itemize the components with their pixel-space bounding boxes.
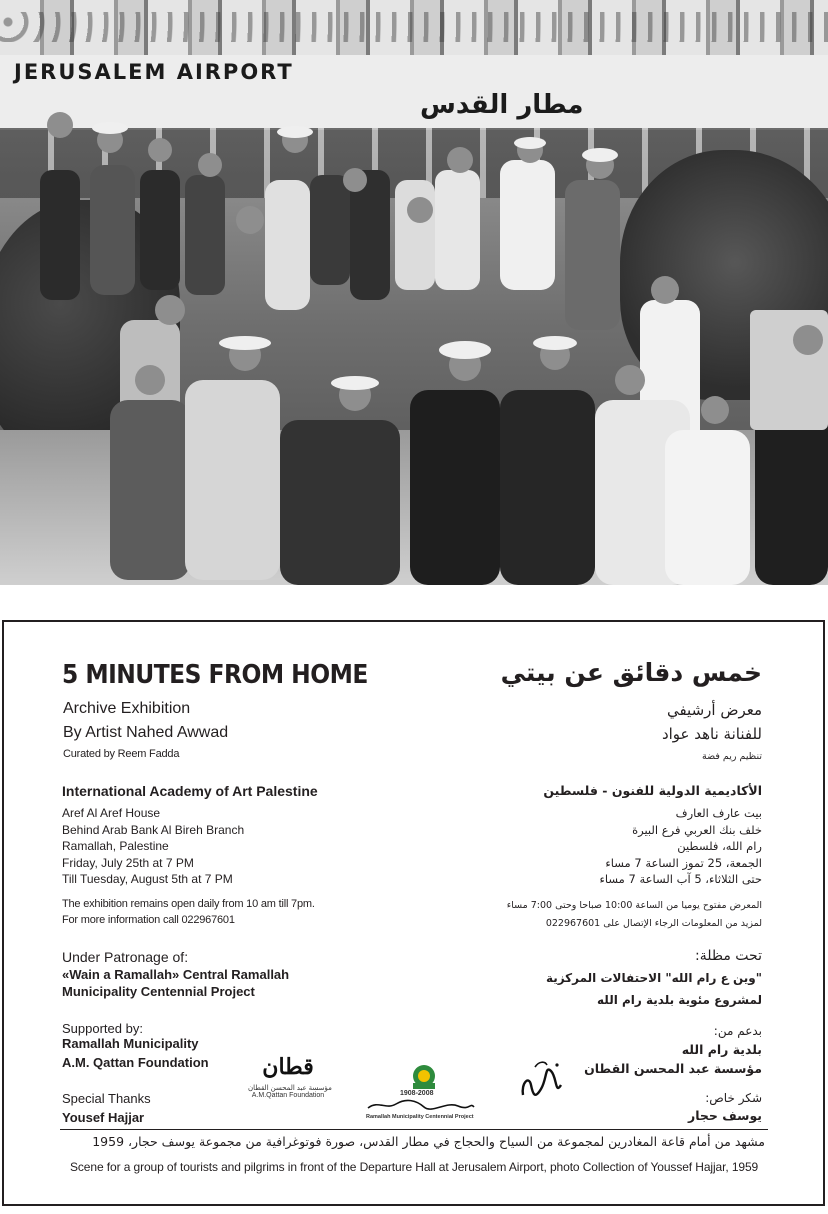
caption-divider (60, 1129, 768, 1130)
venue-name-arabic: الأكاديمية الدولية للفنون - فلسطين (543, 783, 762, 798)
info-phone-arabic: لمزيد من المعلومات الرجاء الإتصال على 022967601 (545, 918, 762, 929)
title-english: 5 MINUTES FROM HOME (62, 660, 368, 690)
support-org1-arabic: بلدية رام الله (681, 1042, 762, 1057)
patronage-label-arabic: تحت مظلة: (695, 948, 762, 964)
patronage-line1-english: «Wain a Ramallah» Central Ramallah (62, 967, 290, 982)
airport-sign-arabic: مطار القدس (420, 90, 584, 120)
exhibition-type-arabic: معرض أرشيفي (666, 701, 762, 719)
qattan-caption-english: A.M.Qattan Foundation (251, 1092, 325, 1099)
thanks-label-arabic: شكر خاص: (705, 1091, 762, 1105)
wain-a-ramallah-calligraphy-icon (517, 1055, 567, 1103)
archive-photo (0, 0, 828, 585)
airport-sign-english: JERUSALEM AIRPORT (14, 60, 294, 84)
crowd-of-travelers (0, 0, 828, 585)
qattan-foundation-logo (248, 1052, 332, 1099)
qattan-caption-arabic: مؤسسة عبد المحسن القطان (248, 1085, 332, 1092)
artist-english: By Artist Nahed Awwad (63, 724, 229, 741)
centennial-years: 1908-2008 (400, 1090, 434, 1097)
venue-line: Ramallah, Palestine (62, 839, 169, 853)
patronage-label-english: Under Patronage of: (62, 949, 189, 965)
support-org1-english: Ramallah Municipality (62, 1036, 199, 1051)
support-label-english: Supported by: (62, 1021, 143, 1036)
thanks-label-english: Special Thanks (62, 1091, 151, 1106)
wain-a-ramallah-logo (517, 1055, 567, 1108)
patronage-line1-arabic: "وين ع رام الله" الاحتفالات المركزية (545, 971, 762, 985)
venue-details-arabic (600, 805, 762, 888)
qattan-mark: قطان (262, 1054, 314, 1080)
patronage-line2-english: Municipality Centennial Project (62, 984, 255, 999)
venue-line: رام الله، فلسطين (677, 839, 762, 853)
hours-english: The exhibition remains open daily from 10 am till 7pm. (62, 898, 315, 910)
support-org2-arabic: مؤسسة عبد المحسن القطان (584, 1061, 762, 1076)
artist-arabic: للفنانة ناهد عواد (661, 725, 762, 743)
support-org2-english: A.M. Qattan Foundation (62, 1055, 209, 1070)
support-label-arabic: بدعم من: (713, 1024, 762, 1038)
thanks-name-english: Yousef Hajjar (62, 1110, 145, 1125)
centennial-emblem-icon (409, 1064, 439, 1090)
venue-line: Aref Al Aref House (62, 806, 161, 820)
caption-english: Scene for a group of tourists and pilgrims in front of the Departure Hall at Jerusalem Airport, photo Collection of Youssef Hajjar, 1959 (70, 1160, 759, 1174)
curator-english: Curated by Reem Fadda (63, 748, 180, 760)
venue-line: خلف بنك العربي فرع البيرة (632, 822, 762, 837)
opening-date: Friday, July 25th at 7 PM (62, 855, 194, 870)
venue-details-english (62, 805, 244, 888)
exhibition-poster (2, 620, 825, 1206)
exhibition-type-english: Archive Exhibition (63, 700, 191, 717)
hours-arabic: المعرض مفتوح يوميا من الساعة 10:00 صباحا وحتى 7:00 مساء (506, 900, 762, 911)
closing-date: حتى الثلاثاء، 5 آب الساعة 7 مساء (599, 872, 762, 886)
venue-name-english: International Academy of Art Palestine (62, 783, 318, 799)
venue-line: Behind Arab Bank Al Bireh Branch (62, 822, 245, 837)
title-arabic: خمس دقائق عن بيتي (500, 658, 762, 687)
opening-date: الجمعة، 25 تموز الساعة 7 مساء (605, 855, 762, 870)
centennial-arabic-script-icon (366, 1098, 476, 1112)
venue-line: بيت عارف العارف (675, 806, 762, 820)
closing-date: Till Tuesday, August 5th at 7 PM (62, 872, 233, 886)
patronage-line2-arabic: لمشروع مئوية بلدية رام الله (597, 993, 762, 1007)
info-phone-english: For more information call 022967601 (62, 914, 235, 926)
caption-arabic: مشهد من أمام قاعة المغادرين لمجموعة من السياح والحجاج في مطار القدس، صورة فوتوغرافية من مجموعة يوسف حجار، 1959 (92, 1134, 765, 1149)
curator-arabic: تنظيم ريم فضة (702, 751, 762, 762)
thanks-name-arabic: يوسف حجار (688, 1108, 762, 1123)
centennial-caption-english: Ramallah Municipality Centennial Project (366, 1114, 474, 1120)
